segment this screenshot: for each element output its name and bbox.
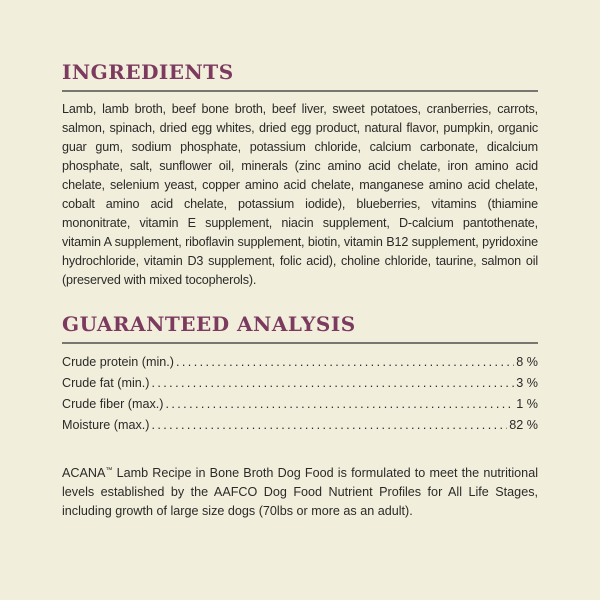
- analysis-label: Moisture (max.): [62, 418, 150, 432]
- trademark-symbol: ™: [105, 467, 113, 474]
- dot-leader: [176, 352, 514, 373]
- ingredients-text: Lamb, lamb broth, beef bone broth, beef liver, sweet potatoes, cranberries, carrots, salmon, spinach, dried egg whites, dried egg product, natural flavor, pumpkin, organic guar gum, sodium phosphate, potassium chloride, calcium carbonate, dicalcium phosphate, salt, sunflower oil, minerals (zinc amino acid chelate, iron amino acid chelate, selenium yeast, copper amino acid chelate, manganese amino acid chelate, cobalt amino acid chelate, potassium iodide), blueberries, vitamins (thiamine mononitrate, vitamin E supplement, niacin supplement, D-calcium pantothenate, vitamin A supplement, riboflavin supplement, biotin, vitamin B12 supplement, pyridoxine hydrochloride, vitamin D3 supplement, folic acid), choline chloride, taurine, salmon oil (preserved with mixed tocopherols).: [62, 102, 538, 287]
- ingredients-section: [62, 58, 538, 290]
- dot-leader: [151, 373, 514, 394]
- dot-leader: [151, 415, 507, 436]
- analysis-label: Crude protein (min.): [62, 355, 174, 369]
- nutrition-panel: [62, 58, 538, 534]
- guaranteed-analysis-section: [62, 310, 538, 436]
- analysis-value: 1 %: [516, 397, 538, 411]
- analysis-value: 82 %: [509, 418, 538, 432]
- dot-leader: [165, 394, 514, 415]
- analysis-row-crude-protein: [62, 352, 538, 373]
- analysis-row-moisture: [62, 415, 538, 436]
- guaranteed-analysis-list: [62, 352, 538, 436]
- analysis-row-crude-fiber: [62, 394, 538, 415]
- ingredients-divider: [62, 90, 538, 92]
- ingredients-heading: INGREDIENTS: [62, 60, 234, 84]
- analysis-value: 3 %: [516, 376, 538, 390]
- guaranteed-analysis-divider: [62, 342, 538, 344]
- analysis-row-crude-fat: [62, 373, 538, 394]
- statement-text: Lamb Recipe in Bone Broth Dog Food is formulated to meet the nutritional levels established by the AAFCO Dog Food Nutrient Profiles for All Life Stages, including growth of large size dogs (70lbs or more as an adult).: [62, 466, 538, 518]
- analysis-value: 8 %: [516, 355, 538, 369]
- brand-name: ACANA: [62, 466, 106, 480]
- guaranteed-analysis-heading: GUARANTEED ANALYSIS: [62, 312, 356, 336]
- aafco-statement: [62, 461, 538, 521]
- analysis-label: Crude fat (min.): [62, 376, 150, 390]
- analysis-label: Crude fiber (max.): [62, 397, 164, 411]
